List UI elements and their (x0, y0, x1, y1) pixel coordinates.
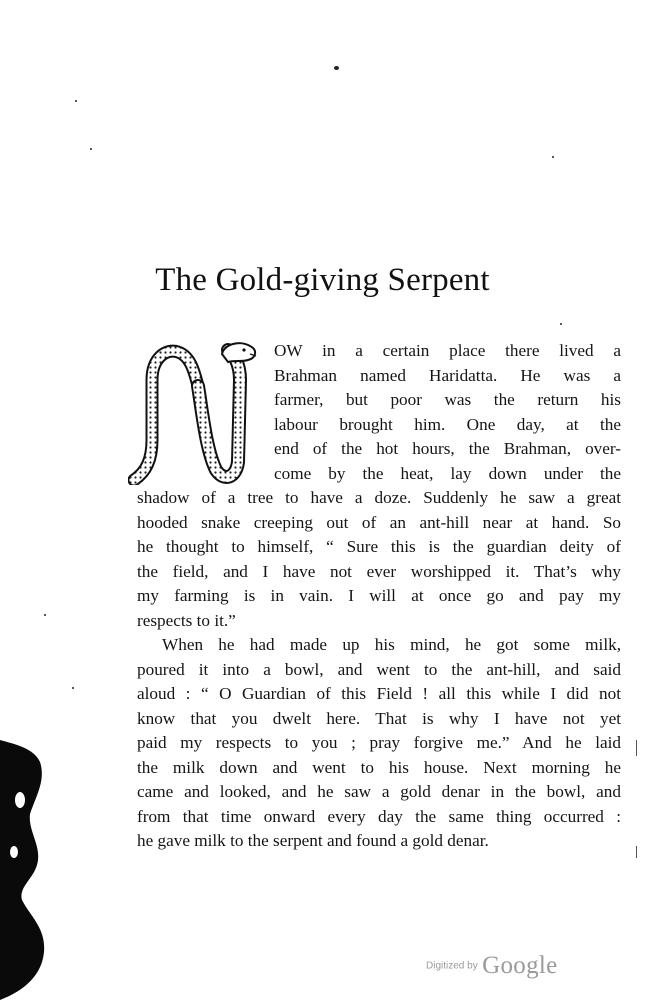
paragraph-1-line-6: come by the heat, lay down under the (274, 464, 621, 483)
paragraph-1-line-5: end of the hot hours, the Brahman, over- (274, 439, 621, 458)
serpent-body-left (134, 351, 198, 480)
paragraph-2-line-8: from that time onward every day the same thing occurred : (137, 807, 621, 826)
paragraph-2-line-5: paid my respects to you ; pray forgive me.” And he laid (137, 733, 621, 752)
margin-tick (636, 740, 637, 756)
paragraph-1-line-11: my farming is in vain. I will at once go and pay my (137, 586, 621, 605)
scan-edge-shadow (0, 740, 52, 1000)
scan-speck (75, 100, 77, 102)
paragraph-1-line-10: the field, and I have not ever worshipped it. That’s why (137, 562, 621, 581)
paragraph-2-line-4: know that you dwelt here. That is why I have not yet (137, 709, 621, 728)
scan-speck (552, 156, 554, 158)
scan-speck (90, 148, 92, 150)
serpent-eye (242, 348, 245, 351)
scan-speck (72, 687, 74, 689)
watermark-prefix: Digitized by (426, 960, 478, 972)
paragraph-1-line-9: he thought to himself, “ Sure this is the guardian deity of (137, 537, 621, 556)
paragraph-1-line-4: labour brought him. One day, at the (274, 415, 621, 434)
scan-speck (334, 66, 339, 70)
scan-speck (44, 614, 46, 616)
chapter-title: The Gold-giving Serpent (155, 262, 490, 298)
paragraph-1-line-1: OW in a certain place there lived a (274, 341, 621, 360)
paragraph-2-line-3: aloud : “ O Guardian of this Field ! all this while I did not (137, 684, 621, 703)
scan-speck (560, 323, 562, 325)
serpent-hood (222, 343, 255, 362)
paragraph-1-line-3: farmer, but poor was the return his (274, 390, 621, 409)
paragraph-2-line-6: the milk down and went to his house. Next morning he (137, 758, 621, 777)
paragraph-1-line-7: shadow of a tree to have a doze. Suddenly he saw a great (137, 488, 621, 507)
paragraph-2-line-1: When he had made up his mind, he got some milk, (162, 635, 621, 654)
paragraph-2-line-2: poured it into a bowl, and went to the ant-hill, and said (137, 660, 621, 679)
paragraph-1-line-12: respects to it.” (137, 611, 236, 630)
margin-tick (636, 846, 637, 858)
paragraph-1-line-8: hooded snake creeping out of an ant-hill near at hand. So (137, 513, 621, 532)
snake-drop-cap-illustration (128, 340, 258, 485)
paragraph-1-line-2: Brahman named Haridatta. He was a (274, 366, 621, 385)
paragraph-2-line-7: came and looked, and he saw a gold denar in the bowl, and (137, 782, 621, 801)
digitized-by-google-watermark (426, 952, 558, 980)
paragraph-2-line-9: he gave milk to the serpent and found a gold denar. (137, 831, 489, 850)
google-logo-text: Google (482, 952, 558, 979)
